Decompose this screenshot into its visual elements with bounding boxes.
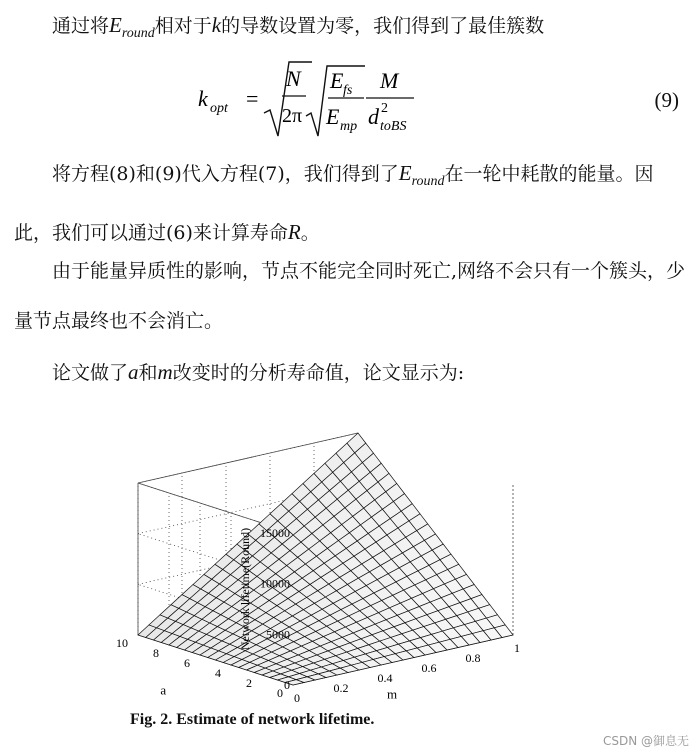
m-tick-label: 0.2 [333,681,349,695]
watermark: CSDN @御息无 [602,734,689,748]
paragraph-3: 由于能量异质性的影响，节点不能完全同时死亡,网络不会只有一个簇头，少量节点最终也不会消亡。 [14,260,686,332]
z-tick-label: 5000 [266,627,290,642]
svg-text:E: E [326,104,340,129]
var-e-round: $E_{round}$ [109,13,155,42]
svg-text:mp: mp [340,119,358,134]
a-tick-label: 4 [215,666,221,680]
svg-text:2: 2 [381,101,388,116]
a-axis-label: a [160,682,167,698]
m-tick-label: 0.6 [421,661,437,675]
svg-text:fs: fs [343,83,353,98]
m-tick-label: 0.4 [377,671,393,685]
svg-text:d: d [368,104,379,129]
svg-text:N: N [286,66,301,91]
m-tick-label: 0 [294,691,300,705]
equation-9 [0,58,699,148]
svg-text:E: E [330,68,344,93]
equation-number: (9) [654,88,679,112]
a-tick-label: 0 [277,686,283,700]
m-tick-label: 0.8 [465,651,481,665]
svg-text:opt: opt [210,101,228,116]
m-tick-label: 1 [514,641,520,655]
svg-text:=: = [246,86,259,111]
a-tick-label: 6 [184,656,190,670]
paragraph-1: 通过将$E_{round}$相对于k的导数设置为零，我们得到了最佳簇数 [52,13,545,42]
paragraph-4: 论文做了a和m改变时的分析寿命值，论文显示为: [52,360,465,384]
z-tick-label: 0 [284,678,290,692]
a-tick-label: 10 [116,636,128,650]
a-tick-label: 8 [153,646,159,660]
z-axis-label: Network lifetime(Round) [238,527,252,651]
svg-text:toBS: toBS [380,119,407,134]
svg-text:k: k [198,86,208,111]
m-axis-label: m [386,686,398,702]
svg-text:2π: 2π [282,105,303,127]
svg-text:M: M [380,68,399,93]
a-tick-label: 2 [246,676,252,690]
paragraph-2: 将方程(8)和(9)代入方程(7)，我们得到了$E_{round}$在一轮中耗散的能量。因此，我们可以通过(6)来计算寿命R。 [14,161,654,245]
z-tick-label: 10000 [260,576,290,591]
lifetime-surface-chart [0,415,699,710]
figure-caption: Fig. 2. Estimate of network lifetime. [130,711,375,728]
z-tick-label: 15000 [260,526,290,540]
